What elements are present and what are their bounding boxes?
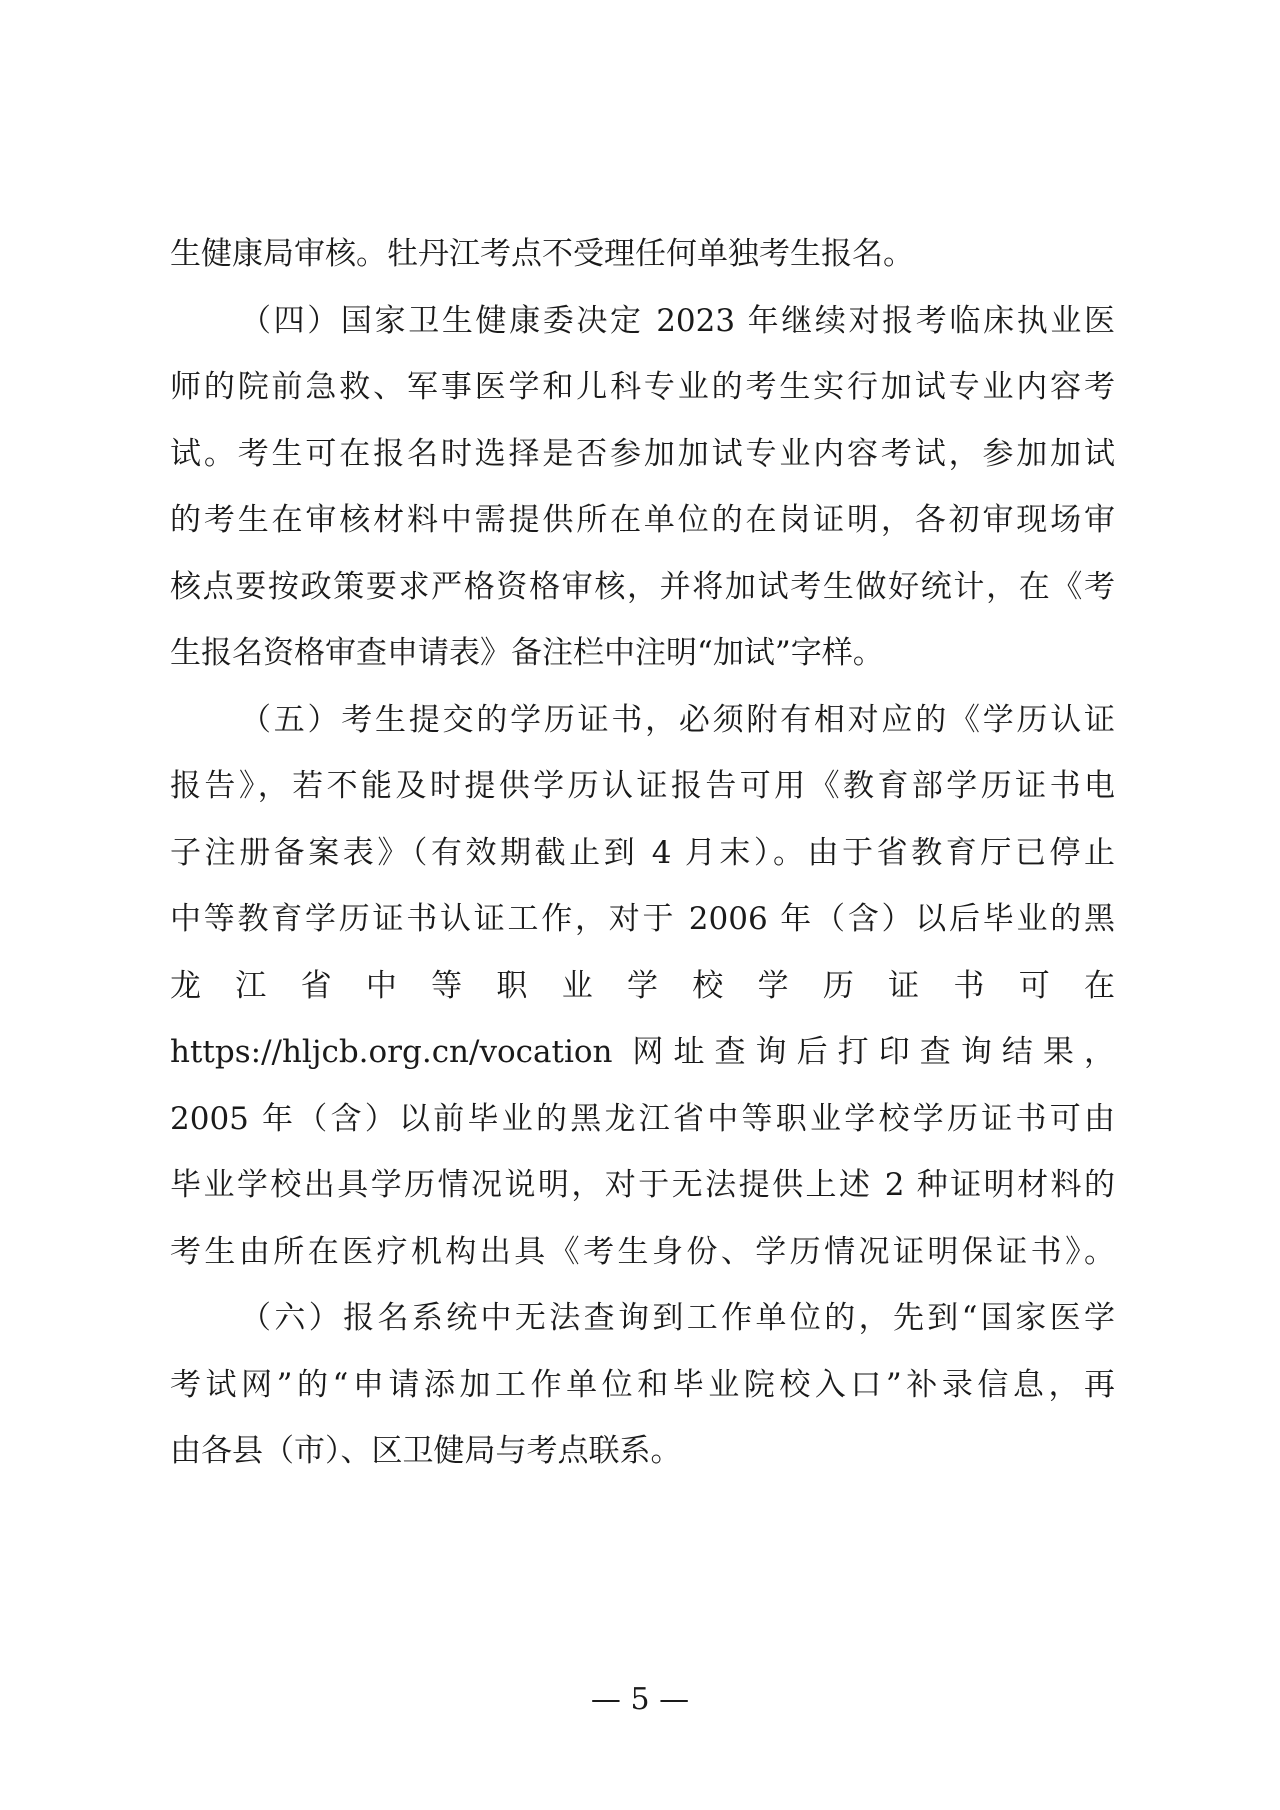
paragraph-5-line-9: 考生由所在医疗机构出具《考生身份、学历情况证明保证书》。 (170, 1234, 1115, 1270)
paragraph-4-line-2: 师的院前急救、军事医学和儿科专业的考生实行加试专业内容考 (170, 369, 1115, 405)
paragraph-4-line-6: 生报名资格审查申请表》备注栏中注明“加试”字样。 (170, 635, 884, 671)
paragraph-6-line-3: 由各县（市）、区卫健局与考点联系。 (170, 1433, 682, 1469)
paragraph-5-line-3: 子注册备案表》（有效期截止到 4 月末）。由于省教育厅已停止 (170, 835, 1115, 871)
paragraph-line-1: 生健康局审核。牡丹江考点不受理任何单独考生报名。 (170, 236, 914, 272)
paragraph-5-line-6: https://hljcb.org.cn/vocation 网址查询后打印查询结果， (170, 1034, 1115, 1070)
paragraph-5-line-7: 2005 年（含）以前毕业的黑龙江省中等职业学校学历证书可由 (170, 1101, 1115, 1137)
page-number: — 5 — (590, 1682, 690, 1717)
paragraph-5-line-5: 龙江省中等职业学校学历证书可在 (170, 968, 1115, 1004)
paragraph-6-line-2: 考试网”的“申请添加工作单位和毕业院校入口”补录信息，再 (170, 1367, 1115, 1403)
paragraph-4-line-3: 试。考生可在报名时选择是否参加加试专业内容考试，参加加试 (170, 436, 1115, 472)
paragraph-5-line-1: （五）考生提交的学历证书，必须附有相对应的《学历认证 (240, 702, 1115, 738)
paragraph-5-line-4: 中等教育学历证书认证工作，对于 2006 年（含）以后毕业的黑 (170, 901, 1115, 937)
paragraph-5-line-2: 报告》，若不能及时提供学历认证报告可用《教育部学历证书电 (170, 768, 1115, 804)
paragraph-4-line-4: 的考生在审核材料中需提供所在单位的在岗证明，各初审现场审 (170, 502, 1115, 538)
paragraph-5-line-8: 毕业学校出具学历情况说明，对于无法提供上述 2 种证明材料的 (170, 1167, 1115, 1203)
paragraph-4-line-5: 核点要按政策要求严格资格审核，并将加试考生做好统计，在《考 (170, 569, 1115, 605)
paragraph-4-line-1: （四）国家卫生健康委决定 2023 年继续对报考临床执业医 (240, 303, 1115, 339)
paragraph-6-line-1: （六）报名系统中无法查询到工作单位的，先到“国家医学 (240, 1300, 1115, 1336)
